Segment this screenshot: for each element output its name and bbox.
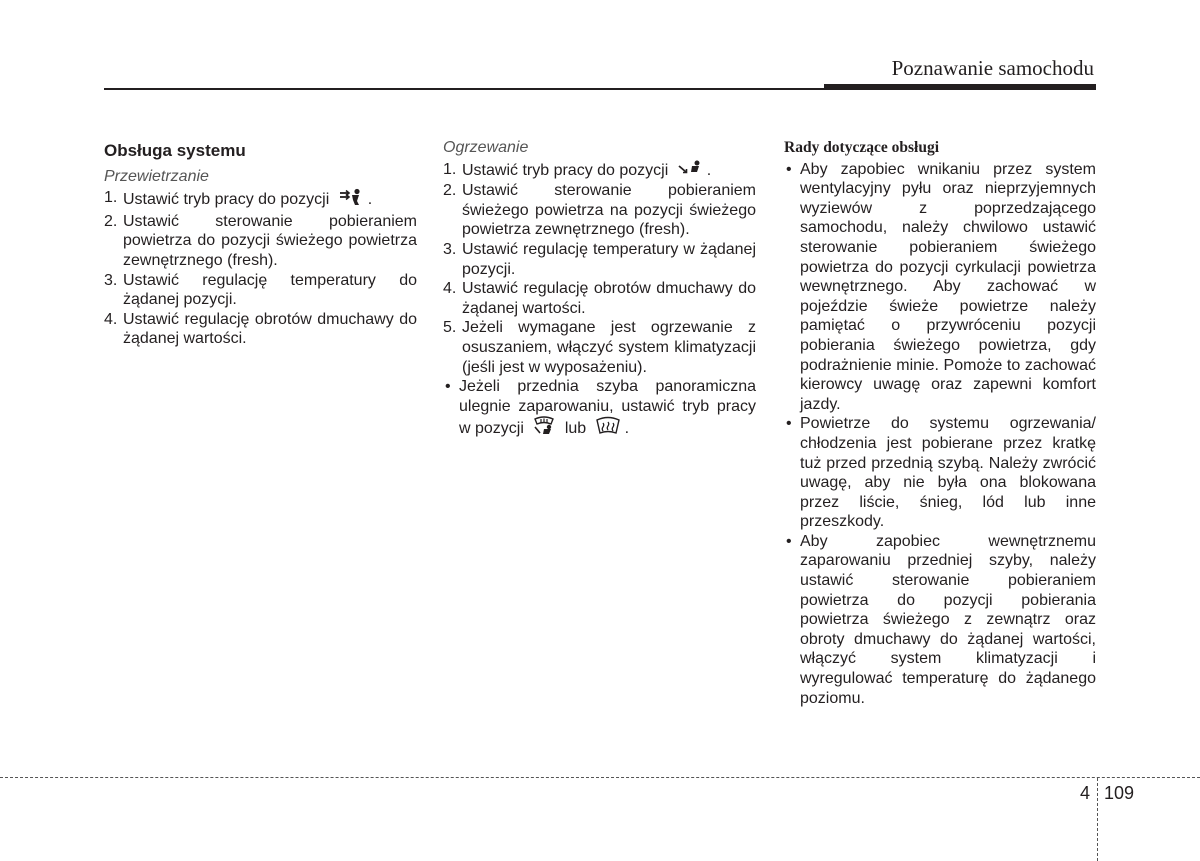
bullet-text: Aby zapobiec wewnętrznemu zaparowaniu przedniej szyby, należy ustawić sterowanie pobieraniem powietrza do pozycji pobierania powietrza świeżego z zewnątrz oraz obroty dmuchawy do żądanej wartości, włączyć system klimatyzacji i wyregulować temperaturę do żądanego poziomu. — [800, 532, 1096, 707]
list-item — [784, 160, 1096, 415]
list-item — [104, 212, 417, 271]
subsection-title: Przewietrzanie — [104, 167, 209, 185]
windshield-defrost-icon — [595, 416, 621, 442]
footer-dashed-divider — [1097, 778, 1098, 861]
list-item — [104, 188, 417, 212]
step-number: 4. — [443, 280, 457, 298]
column-ventilation — [104, 138, 417, 349]
step-text: Ustawić tryb pracy do pozycji — [462, 161, 669, 179]
step-text: Ustawić regulację temperatury do żądanej pozycji. — [123, 271, 417, 309]
section-title: Obsługa systemu — [104, 141, 246, 160]
bullet-text: Jeżeli przednia szyba panoramiczna ulegnie zaparowaniu, ustawić tryb pracy w pozycji — [459, 378, 756, 438]
steps-list — [104, 188, 417, 349]
list-item — [443, 240, 756, 279]
bullet-suffix: . — [624, 420, 630, 438]
bullet-connector: lub — [564, 420, 587, 438]
bullet-dot: • — [786, 532, 792, 550]
step-text: Ustawić sterowanie pobieraniem powietrza do pozycji świeżego powietrza zewnętrznego (fresh). — [123, 212, 417, 269]
step-number: 1. — [104, 189, 118, 207]
step-suffix: . — [706, 161, 712, 179]
step-text: Ustawić regulację obrotów dmuchawy do żądanej wartości. — [123, 310, 417, 348]
page-number: 109 — [1104, 783, 1135, 803]
step-number: 1. — [443, 160, 457, 178]
bullet-text: Aby zapobiec wnikaniu przez system wentylacyjny pyłu oraz nieprzyjemnych wyziewów z poprzedzającego samochodu, należy chwilowo ustawić sterowanie pobieraniem świeżego powietrza do pozycji cyrkulacji powietrza wewnętrznego. Aby zachować w pojeździe świeże powietrze należy pamiętać o przywróceniu pozycji pobierania świeżego powietrza, gdy podrażnienie minie. Pomoże to zachować kierowcy uwagę oraz zapewni komfort jazdy. — [800, 160, 1096, 413]
face-vent-mode-icon — [338, 188, 364, 212]
footer-dashed-rule — [0, 777, 1200, 778]
step-text: Ustawić tryb pracy do pozycji — [123, 191, 330, 209]
step-number: 5. — [443, 319, 457, 337]
list-item — [104, 271, 417, 310]
step-number: 3. — [443, 240, 457, 258]
bullet-list — [443, 377, 756, 442]
step-number: 4. — [104, 310, 118, 328]
list-item — [443, 377, 756, 442]
bullet-dot: • — [786, 415, 792, 433]
column-heating — [443, 138, 756, 442]
step-text: Ustawić regulację temperatury w żądanej pozycji. — [462, 240, 756, 278]
step-text: Ustawić sterowanie pobieraniem świeżego powietrza na pozycji świeżego powietrza zewnętrznego (fresh). — [462, 182, 756, 239]
bullet-list — [784, 160, 1096, 709]
bullet-dot: • — [445, 378, 451, 396]
floor-mode-icon — [677, 160, 703, 182]
steps-list — [443, 160, 756, 378]
list-item — [443, 181, 756, 240]
column-tips — [784, 138, 1096, 708]
list-item — [104, 310, 417, 349]
step-text: Ustawić regulację obrotów dmuchawy do żądanej wartości. — [462, 280, 756, 317]
page-header-title: Poznawanie samochodu — [891, 56, 1094, 80]
step-text: Jeżeli wymagane jest ogrzewanie z osuszaniem, włączyć system klimatyzacji (jeśli jest w wyposażeniu). — [462, 319, 756, 376]
bullet-text: Powietrze do systemu ogrzewania/ chłodzenia jest pobierane przez kratkę tuż przed przednią szybą. Należy zwrócić uwagę, aby nie była ona blokowana przez liście, śnieg, lód lub inne przeszkody. — [800, 415, 1096, 531]
chapter-number: 4 — [1080, 783, 1091, 803]
header-rule-accent — [824, 84, 1096, 90]
list-item — [443, 318, 756, 377]
step-number: 2. — [443, 182, 457, 200]
list-item — [443, 160, 756, 182]
list-item — [443, 279, 756, 318]
step-number: 2. — [104, 212, 118, 230]
subsection-title: Ogrzewanie — [443, 139, 529, 156]
section-title: Rady dotyczące obsługi — [784, 139, 939, 156]
bullet-dot: • — [786, 160, 792, 178]
list-item — [784, 414, 1096, 532]
step-suffix: . — [367, 191, 373, 209]
list-item — [784, 532, 1096, 708]
floor-defrost-mode-icon — [532, 416, 556, 442]
step-number: 3. — [104, 271, 118, 289]
